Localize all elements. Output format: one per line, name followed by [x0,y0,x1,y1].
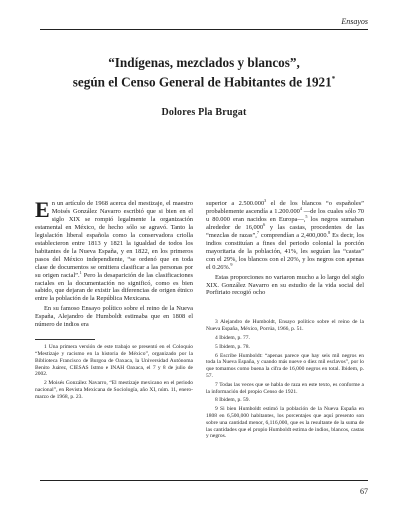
section-label: Ensayos [341,17,368,26]
footnote: 7 Todas las veces que se habla de raza en este texto, es conforme a la información del propio Censo de 1921. [206,381,364,395]
footnote: 4 Ibidem, p. 77. [215,335,250,342]
footnote-ref-1[interactable]: 1 [79,269,82,275]
footnotes-left [35,344,193,400]
body-paragraph-1: En un artículo de 1968 acerca del mestizaje, el maestro Moisés González Navarro escribió que si bien en el siglo XIX se rompió legalmente la organización estamental en México, de hecho sólo se agravó. Tanto la legislación liberal española como la conservadora criolla establecieron entre 1813 y 1821 la igualdad de todos los habitantes de la Nueva España, y en 1822, en los primeros pasos del México independiente, “se ordenó que en toda clase de documentos se omitiera clasificar a las personas por su origen racial”.$^1$ Pero la desaparición de las clasificaciones raciales en la documentación no significó, como es bien sabido, que dejaran de existir las diferencias de origen étnico entre la población de la República Mexicana. [35,197,193,303]
footnote: 5 Ibidem, p. 78. [215,343,250,350]
footnote-ref-5[interactable]: 5 [305,213,308,219]
footnote-ref-8[interactable]: 8 [328,229,331,235]
footnote-ref-6[interactable]: 6 [263,221,266,227]
footnote-ref-7[interactable]: 7 [256,229,259,235]
title-note-mark: * [331,75,336,83]
footnote: 6 Escribe Humboldt: “apenas parece que hay seis mil negros en toda la Nueva España, y cuando más nueve o diez mil esclavos”, por lo que tomamos como buena la cifra de 16,000 negros en total. Ibidem, p. 57. [206,352,364,380]
author-name: Dolores Pla Brugat [161,107,247,118]
footnote: 2 Moisés González Navarro, “El mestizaje mexicano en el periodo nacional”, en Revista Mexicana de Sociología, año XI, núm. 11, enero-marzo de 1968, p. 23. [35,380,193,400]
title-line-2: según el Censo General de Habitantes de 1921* [72,74,336,90]
footnote: 3 Alejandro de Humboldt, Ensayo político sobre el reino de la Nueva España, México, Porrúa, 1966, p. 51. [206,319,364,333]
header-rule [40,29,368,30]
footnote: 8 Ibidem, p. 59. [215,397,250,404]
left-column [35,197,193,403]
article-title [40,55,368,90]
right-column [206,197,364,442]
body-paragraph-2: En su famoso Ensayo político sobre el reino de la Nueva España, Alejandro de Humboldt estimaba que en 1808 el número de indios era [35,305,193,329]
column-gap [206,299,364,319]
footnote-ref-4[interactable]: 4 [299,205,302,211]
footnotes-right [206,319,364,440]
footnote: 1 Una primera versión de este trabajo se presentó en el Coloquio “Mestizaje y racismo en la historia de México”, organizado por la Biblioteca Francisco de Burgoa de Oaxaca, la Universidad Autónoma Benito Juárez, CIESAS Istmo e INAH Oaxaca, el 7 y 8 de julio de 2002. [35,344,193,378]
body-paragraph-4: Estas proporciones no variaron mucho a lo largo del siglo XIX. González Navarro en su estudio de la vida social del Porfiriato recogió ocho [206,273,364,297]
drop-cap: E [35,197,50,222]
footnote: 9 Si bien Humboldt estimó la población de la Nueva España en 1808 en 6,500,000 habitantes, los porcentajes que aquí presento son sobre una cantidad menor, 6,116,000, que es la resultante de la suma de las cantidades que el propio Humboldt estima de indios, blancos, castas y negros. [206,406,364,440]
body-paragraph-3: superior a 2.500.000$^3$ el de los blancos “o españoles” probablemente ascendía a 1.200.000$^4$ —de los cuales sólo 70 u 80.000 eran nacidos en Europa—,$^5$ los negros sumaban alrededor de 16,000$^6$ y las castas, procedentes de las “mezclas de razas”,$^7$ comprendían a 2,400,000.$^8$ Es decir, los indios constituían a fines del periodo colonial la porción mayoritaria de la población, 41%, les seguían las “castas” con el 29%, los blancos con el 20%, y los negros con apenas el 0.26%.$^9$ [206,197,364,271]
footnote-rule [35,339,95,340]
page-number: 67 [360,487,368,496]
footnote-ref-9[interactable]: 9 [230,261,233,267]
title-line-1: “Indígenas, mezclados y blancos”, [108,55,300,70]
footer-rule [40,480,368,481]
footnote-ref-3[interactable]: 3 [264,197,267,203]
